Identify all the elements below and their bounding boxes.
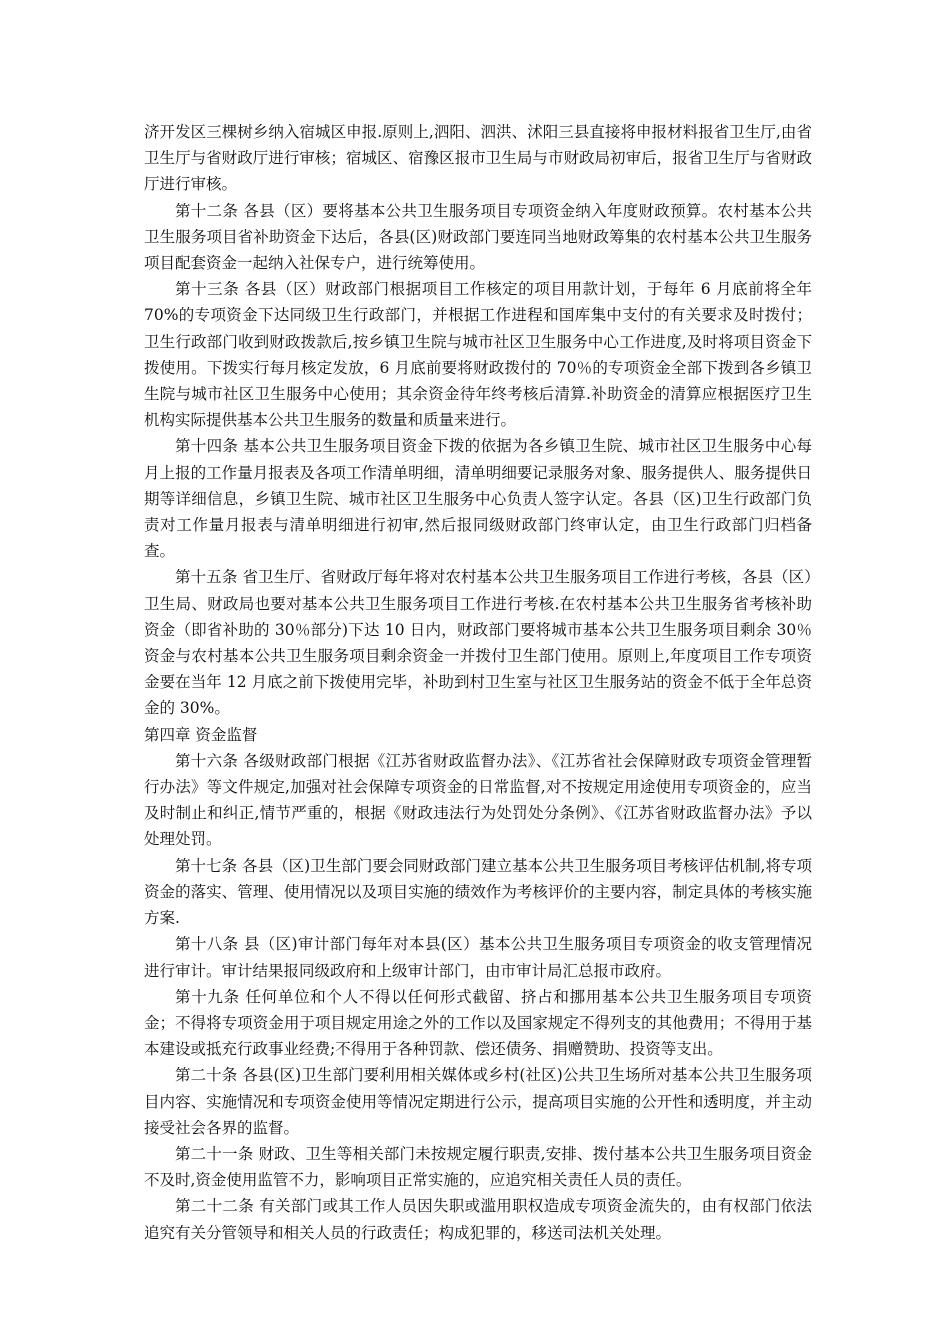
document-page [144, 119, 812, 1246]
article-12: 第十二条 各县（区）要将基本公共卫生服务项目专项资金纳入年度财政预算。农村基本公共卫生服务项目省补助资金下达后，各县(区)财政部门要连同当地财政筹集的农村基本公共卫生服务项目配套资金一起纳入社保专户，进行统筹使用。 [144, 201, 812, 273]
article-15: 第十五条 省卫生厅、省财政厅每年将对农村基本公共卫生服务项目工作进行考核，各县（区）卫生局、财政局也要对基本公共卫生服务项目工作进行考核.在农村基本公共卫生服务省考核补助资金（即省补助的 30％部分)下达 10 日内，财政部门要将城市基本公共卫生服务项目剩余 30％资金与农村基本公共卫生服务项目剩余资金一并拨付卫生部门使用。原则上,年度项目工作专项资金要在当年 12 月底之前下拨使用完毕，补助到村卫生室与社区卫生服务站的资金不低于全年总资金的 30%。 [144, 568, 812, 718]
article-16: 第十六条 各级财政部门根据《江苏省财政监督办法》、《江苏省社会保障财政专项资金管理暂行办法》等文件规定,加强对社会保障专项资金的日常监督,对不按规定用途使用专项资金的，应当及时制止和纠正,情节严重的，根据《财政违法行为处罚处分条例》、《江苏省财政监督办法》予以处理处罚。 [144, 751, 812, 849]
article-14: 第十四条 基本公共卫生服务项目资金下拨的依据为各乡镇卫生院、城市社区卫生服务中心每月上报的工作量月报表及各项工作清单明细，清单明细要记录服务对象、服务提供人、服务提供日期等详细信息，乡镇卫生院、城市社区卫生服务中心负责人签字认定。各县（区)卫生行政部门负责对工作量月报表与清单明细进行初审,然后报同级财政部门终审认定，由卫生行政部门归档备查。 [144, 437, 812, 561]
chapter-heading: 第四章 资金监督 [144, 725, 258, 744]
article-19: 第十九条 任何单位和个人不得以任何形式截留、挤占和挪用基本公共卫生服务项目专项资金；不得将专项资金用于项目规定用途之外的工作以及国家规定不得列支的其他费用；不得用于基本建设或抵充行政事业经费;不得用于各种罚款、偿还债务、捐赠赞助、投资等支出。 [144, 987, 812, 1059]
paragraph-continuation: 济开发区三棵树乡纳入宿城区申报.原则上,泗阳、泗洪、沭阳三县直接将申报材料报省卫生厅,由省卫生厅与省财政厅进行审核；宿城区、宿豫区报市卫生局与市财政局初审后，报省卫生厅与省财政厅进行审核。 [144, 123, 812, 194]
article-17: 第十七条 各县（区)卫生部门要会同财政部门建立基本公共卫生服务项目考核评估机制,将专项资金的落实、管理、使用情况以及项目实施的绩效作为考核评价的主要内容，制定具体的考核实施方案. [144, 856, 812, 928]
article-20: 第二十条 各县(区)卫生部门要利用相关媒体或乡村(社区)公共卫生场所对基本公共卫生服务项目内容、实施情况和专项资金使用等情况定期进行公示，提高项目实施的公开性和透明度，并主动接受社会各界的监督。 [144, 1066, 812, 1137]
article-13: 第十三条 各县（区）财政部门根据项目工作核定的项目用款计划，于每年 6 月底前将全年 70%的专项资金下达同级卫生行政部门，并根据工作进程和国库集中支付的有关要求及时拨付；卫生行政部门收到财政拨款后,按乡镇卫生院与城市社区卫生服务中心工作进度,及时将项目资金下拨使用。下拨实行每月核定发放，6 月底前要将财政拨付的 70％的专项资金全部下拨到各乡镇卫生院与城市社区卫生服务中心使用；其余资金待年终考核后清算.补助资金的清算应根据医疗卫生机构实际提供基本公共卫生服务的数量和质量来进行。 [144, 280, 812, 430]
article-21: 第二十一条 财政、卫生等相关部门未按规定履行职责,安排、拨付基本公共卫生服务项目资金不及时,资金使用监管不力，影响项目正常实施的，应追究相关责任人员的责任。 [144, 1144, 812, 1190]
article-18: 第十八条 县（区)审计部门每年对本县(区）基本公共卫生服务项目专项资金的收支管理情况进行审计。审计结果报同级政府和上级审计部门，由市审计局汇总报市政府。 [144, 935, 812, 980]
article-22: 第二十二条 有关部门或其工作人员因失职或滥用职权造成专项资金流失的，由有权部门依法追究有关分管领导和相关人员的行政责任；构成犯罪的，移送司法机关处理。 [144, 1197, 812, 1242]
